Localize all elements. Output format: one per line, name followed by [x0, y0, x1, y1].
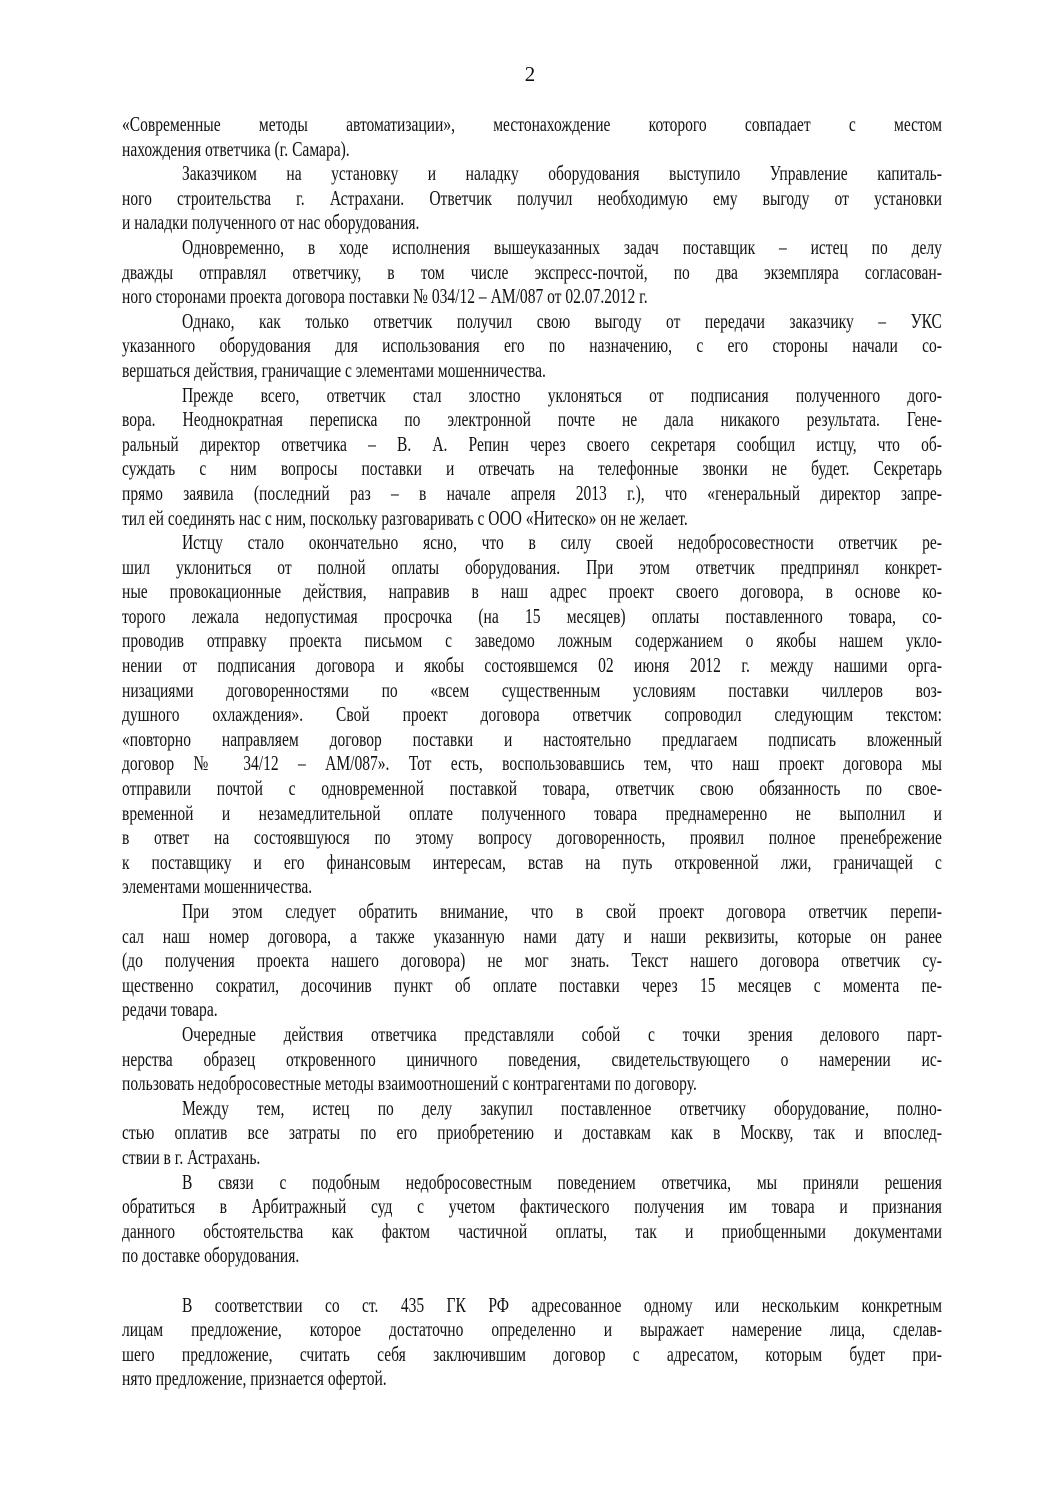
text-line: временной и незамедлительной оплате полученного товара преднамеренно не выполнил и — [122, 800, 942, 825]
text-line: к поставщику и его финансовым интересам, встав на путь откровенной лжи, граничащей с — [122, 849, 942, 874]
paragraph — [122, 899, 942, 1022]
text-line: В соответствии со ст. 435 ГК РФ адресованное одному или нескольким конкретным — [181, 1292, 942, 1317]
text-line: шего предложение, считать себя заключившим договор с адресатом, которым будет при- — [122, 1341, 942, 1366]
paragraph — [122, 161, 942, 235]
text-line: Между тем, истец по делу закупил поставленное ответчику оборудование, полно- — [181, 1095, 942, 1120]
text-line: Истцу стало окончательно ясно, что в силу своей недобросовестности ответчик ре- — [181, 530, 942, 555]
text-line: отправили почтой с одновременной поставкой товара, ответчик свою обязанность по свое- — [122, 776, 942, 801]
document-body — [122, 112, 942, 1391]
text-line: договор № 34/12 – АМ/087». Тот есть, воспользовавшись тем, что наш проект договора мы — [122, 751, 942, 776]
text-line: и наладки полученного от нас оборудования. — [122, 210, 420, 235]
paragraph — [122, 112, 942, 161]
paragraph — [122, 1170, 942, 1268]
text-line: «повторно направляем договор поставки и настоятельно предлагаем подписать вложенный — [122, 726, 942, 751]
text-line: сал наш номер договора, а также указанную нами дату и наши реквизиты, которые он ранее — [122, 923, 942, 948]
paragraph — [122, 1022, 942, 1096]
paragraph-gap — [122, 1268, 942, 1293]
text-line: обратиться в Арбитражный суд с учетом фактического получения им товара и признания — [122, 1194, 942, 1219]
text-line: При этом следует обратить внимание, что в свой проект договора ответчик перепи- — [181, 899, 942, 923]
text-line: вора. Неоднократная переписка по электронной почте не дала никакого результата. Гене- — [122, 407, 942, 432]
text-line: шил уклониться от полной оплаты оборудования. При этом ответчик предпринял конкрет- — [122, 554, 942, 579]
text-line: дважды отправлял ответчику, в том числе экспресс-почтой, по два экземпляра согласован- — [122, 259, 942, 284]
text-line: душного охлаждения». Свой проект договора ответчик сопроводил следующим текстом: — [122, 702, 942, 727]
text-line: Заказчиком на установку и наладку оборудования выступило Управление капиталь- — [181, 161, 942, 186]
text-line: нято предложение, признается офертой. — [122, 1366, 387, 1391]
text-line: редачи товара. — [122, 997, 218, 1022]
text-line: нении от подписания договора и якобы состоявшемся 02 июня 2012 г. между нашими орга- — [122, 653, 942, 678]
text-line: торого лежала недопустимая просрочка (на 15 месяцев) оплаты поставленного товара, со- — [122, 603, 942, 628]
paragraph — [122, 309, 942, 383]
text-line: ствии в г. Астрахань. — [122, 1144, 261, 1169]
text-line: В связи с подобным недобросовестным поведением ответчика, мы приняли решения — [181, 1169, 942, 1194]
page-number: 2 — [524, 62, 536, 86]
paragraph — [122, 383, 942, 531]
text-line: элементами мошенничества. — [122, 874, 313, 899]
text-line: Однако, как только ответчик получил свою выгоду от передачи заказчику – УКС — [181, 308, 942, 333]
text-line: проводив отправку проекта письмом с заведомо ложным содержанием о якобы нашем укло- — [122, 628, 942, 653]
paragraph — [122, 1096, 942, 1170]
text-line: Одновременно, в ходе исполнения вышеуказанных задач поставщик – истец по делу — [181, 234, 942, 259]
paragraph — [122, 1293, 942, 1391]
paragraph — [122, 530, 942, 899]
text-line: стью оплатив все затраты по его приобретению и доставкам как в Москву, так и впослед- — [122, 1120, 942, 1145]
text-line: «Современные методы автоматизации», местонахождение которого совпадает с местом — [122, 112, 942, 136]
text-line: низациями договоренностями по «всем существенным условиям поставки чиллеров воз- — [122, 677, 942, 702]
text-line: нерства образец откровенного циничного поведения, свидетельствующего о намерении ис- — [122, 1046, 942, 1071]
text-line: (до получения проекта нашего договора) не мог знать. Текст нашего договора ответчик су- — [122, 948, 942, 973]
text-line: ные провокационные действия, направив в наш адрес проект своего договора, в основе ко- — [122, 579, 942, 604]
text-line: Прежде всего, ответчик стал злостно уклоняться от подписания полученного дого- — [181, 382, 942, 407]
paragraph — [122, 235, 942, 309]
text-line: прямо заявила (последний раз – в начале апреля 2013 г.), что «генеральный директор запре- — [122, 480, 942, 505]
text-line: суждать с ним вопросы поставки и отвечать на телефонные звонки не будет. Секретарь — [122, 456, 942, 481]
text-line: указанного оборудования для использования его по назначению, с его стороны начали со- — [122, 333, 942, 358]
text-line: по доставке оборудования. — [122, 1243, 300, 1268]
text-line: тил ей соединять нас с ним, поскольку разговаривать с ООО «Нитеско» он не желает. — [122, 505, 688, 530]
text-line: лицам предложение, которое достаточно определенно и выражает намерение лица, сделав- — [122, 1317, 942, 1342]
text-line: в ответ на состоявшуюся по этому вопросу договоренность, проявил полное пренебрежение — [122, 825, 942, 850]
text-line: ральный директор ответчика – В. А. Репин через своего секретаря сообщил истцу, что об- — [122, 431, 942, 456]
text-line: Очередные действия ответчика представляли собой с точки зрения делового парт- — [181, 1021, 942, 1046]
text-line: данного обстоятельства как фактом частичной оплаты, так и приобщенными документами — [122, 1218, 942, 1243]
text-line: нахождения ответчика (г. Самара). — [122, 136, 350, 161]
text-line: ного строительства г. Астрахани. Ответчик получил необходимую ему выгоду от установки — [122, 185, 942, 210]
text-line: щественно сократил, досочинив пункт об оплате поставки через 15 месяцев с момента пе- — [122, 972, 942, 997]
text-line: вершаться действия, граничащие с элементами мошенничества. — [122, 357, 546, 382]
text-line: ного сторонами проекта договора поставки № 034/12 – АМ/087 от 02.07.2012 г. — [122, 284, 648, 309]
text-line: пользовать недобросовестные методы взаимоотношений с контрагентами по договору. — [122, 1071, 697, 1096]
